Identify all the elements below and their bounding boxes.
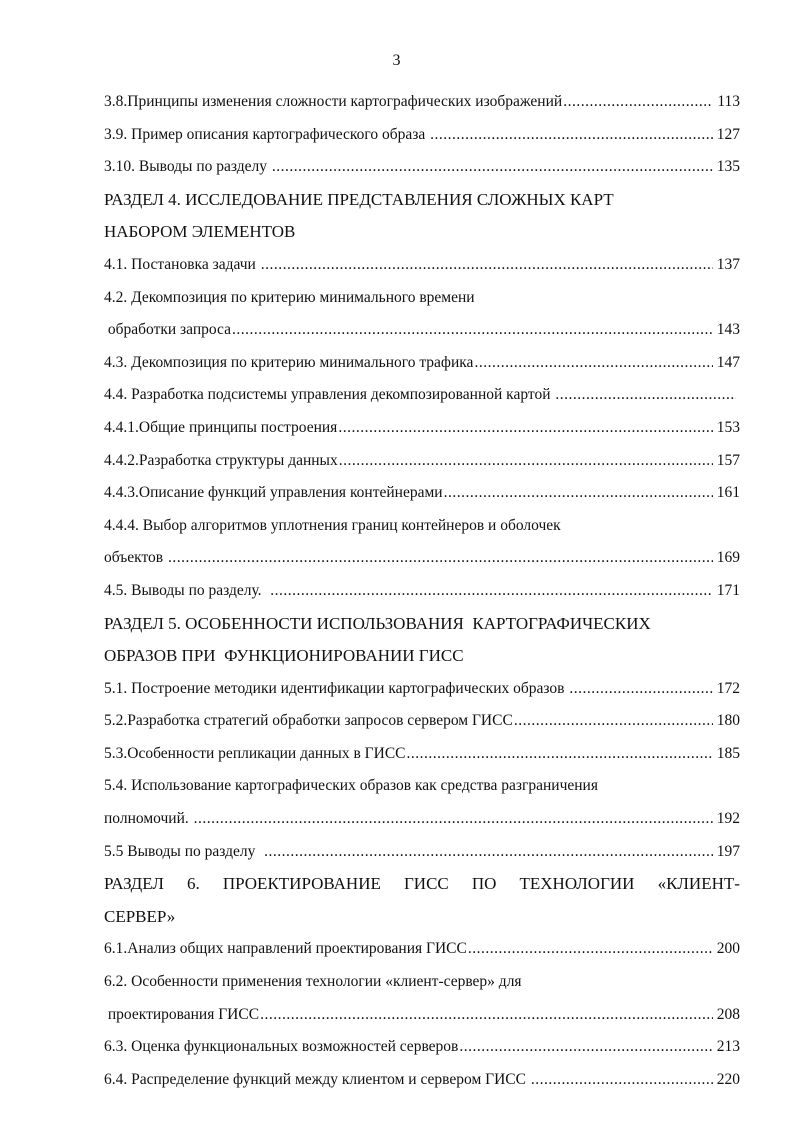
heading-word: ПО (471, 874, 497, 894)
heading-word: ТЕХНОЛОГИИ (519, 874, 635, 894)
toc-entry (104, 86, 740, 119)
toc-entry-title: 4.3. Декомпозиция по критерию минимального трафика (104, 353, 474, 371)
toc-entry (104, 575, 740, 608)
toc-entry-title: проектирования ГИСС (104, 1005, 260, 1023)
toc-entry-title: 5.3.Особенности репликации данных в ГИСС (104, 744, 406, 762)
toc-leader-dots (514, 705, 713, 738)
toc-leader-dots (468, 933, 713, 966)
toc-entry-title: 3.9. Пример описания картографического образа (104, 125, 430, 143)
toc-leader-dots (232, 314, 713, 347)
toc-leader-dots (272, 151, 713, 184)
toc-leader-dots (168, 542, 713, 575)
toc-page-number: 220 (716, 1070, 740, 1088)
toc-page-number: 192 (716, 810, 740, 828)
toc-entry (104, 836, 740, 869)
toc-entry-title: 4.4.1.Общие принципы построения (104, 418, 338, 436)
toc-leader-dots (563, 86, 713, 119)
toc-page-number: 172 (716, 679, 740, 697)
toc-entry-title: обработки запроса (104, 321, 231, 339)
toc-section-heading: НАБОРОМ ЭЛЕМЕНТОВ (104, 222, 296, 242)
toc-page-number: 113 (717, 93, 740, 110)
toc-leader-dots (270, 575, 712, 608)
toc-section-heading: СЕРВЕР» (104, 906, 176, 926)
heading-word: ПРОЕКТИРОВАНИЕ (222, 874, 381, 894)
table-of-contents (104, 86, 740, 1096)
toc-entry (104, 119, 740, 152)
toc-entry-title: 4.1. Постановка задачи (104, 255, 260, 273)
toc-entry-title: 4.5. Выводы по разделу. (104, 581, 270, 599)
toc-entry-title: 6.3. Оценка функциональных возможностей серверов (104, 1038, 459, 1056)
toc-entry-continued: 4.4.4. Выбор алгоритмов уплотнения границ контейнеров и оболочек (104, 516, 561, 534)
heading-word: 6. (187, 874, 200, 894)
toc-section-heading: РАЗДЕЛ 5. ОСОБЕННОСТИ ИСПОЛЬЗОВАНИЯ КАРТОГРАФИЧЕСКИХ (104, 613, 651, 633)
toc-leader-dots (444, 477, 713, 510)
toc-entry-title: 6.4. Распределение функций между клиентом и сервером ГИСС (104, 1070, 530, 1088)
toc-page-number: 185 (716, 744, 740, 762)
heading-word: ГИСС (403, 874, 449, 894)
toc-leader-dots (407, 738, 713, 771)
toc-page-number: 213 (716, 1038, 740, 1056)
toc-entry-title: 3.10. Выводы по разделу (104, 158, 271, 176)
toc-leader-dots (474, 347, 712, 380)
toc-entry (104, 542, 740, 575)
toc-entry-continued: 6.2. Особенности применения технологии «клиент-сервер» для (104, 973, 522, 991)
toc-leader-dots (261, 249, 713, 282)
toc-entry-continued: 4.2. Декомпозиция по критерию минимального времени (104, 288, 475, 306)
heading-word: «КЛИЕНТ- (657, 874, 740, 894)
toc-entry (104, 347, 740, 380)
toc-entry-title: 3.8.Принципы изменения сложности картографических изображений (104, 93, 563, 110)
toc-entry (104, 379, 740, 412)
toc-leader-dots (531, 1064, 713, 1097)
toc-entry (104, 412, 740, 445)
toc-page-number: 137 (716, 255, 740, 273)
toc-entry (104, 999, 740, 1032)
toc-leader-dots (194, 803, 713, 836)
toc-entry-title: 4.4.3.Описание функций управления контейнерами (104, 484, 443, 502)
toc-entry (104, 249, 740, 282)
toc-page-number: 147 (716, 353, 740, 371)
toc-page-number: 127 (716, 125, 740, 143)
toc-leader-dots (260, 999, 713, 1032)
page-number: 3 (392, 52, 401, 69)
toc-entry (104, 151, 740, 184)
toc-leader-dots (459, 1031, 712, 1064)
toc-section-heading (104, 868, 740, 901)
toc-entry-title: объектов (104, 549, 167, 567)
toc-leader-dots (264, 836, 713, 869)
toc-section-heading: РАЗДЕЛ 4. ИССЛЕДОВАНИЕ ПРЕДСТАВЛЕНИЯ СЛОЖНЫХ КАРТ (104, 189, 614, 209)
toc-page-number: 208 (716, 1005, 740, 1023)
toc-entry (104, 803, 740, 836)
toc-leader-dots (569, 673, 712, 706)
toc-entry-title: 5.1. Построение методики идентификации картографических образов (104, 679, 569, 697)
toc-entry-title: 5.5 Выводы по разделу (104, 842, 264, 860)
toc-page-number: 180 (716, 712, 740, 730)
toc-entry-title: 5.2.Разработка стратегий обработки запросов сервером ГИСС (104, 712, 513, 730)
toc-section-heading: ОБРАЗОВ ПРИ ФУНКЦИОНИРОВАНИИ ГИСС (104, 646, 464, 666)
toc-leader-dots (430, 119, 713, 152)
toc-entry-continued: 5.4. Использование картографических образов как средства разграничения (104, 777, 598, 795)
toc-page-number: 135 (716, 158, 740, 176)
toc-leader-dots (339, 445, 713, 478)
toc-entry-title: 4.4.2.Разработка структуры данных (104, 451, 338, 469)
toc-entry (104, 1031, 740, 1064)
toc-entry-title: 6.1.Анализ общих направлений проектирования ГИСС (104, 940, 467, 958)
toc-entry (104, 314, 740, 347)
toc-entry (104, 738, 740, 771)
toc-page-number: 169 (716, 549, 740, 567)
toc-entry (104, 933, 740, 966)
toc-page-number: 197 (716, 842, 740, 860)
toc-page-number: 171 (716, 581, 740, 599)
toc-page-number: 143 (716, 321, 740, 339)
heading-word: РАЗДЕЛ (104, 874, 164, 894)
toc-page-number: 161 (716, 484, 740, 502)
toc-page-number: 153 (716, 418, 740, 436)
toc-entry (104, 445, 740, 478)
toc-page-number: 157 (716, 451, 740, 469)
toc-entry (104, 1064, 740, 1097)
toc-leader-dots (555, 379, 736, 412)
toc-entry-title: полномочий. (104, 810, 193, 828)
toc-entry (104, 705, 740, 738)
toc-entry-title: 4.4. Разработка подсистемы управления декомпозированной картой (104, 386, 555, 404)
toc-page-number: 200 (716, 940, 740, 958)
toc-entry (104, 477, 740, 510)
toc-entry (104, 673, 740, 706)
toc-leader-dots (338, 412, 712, 445)
